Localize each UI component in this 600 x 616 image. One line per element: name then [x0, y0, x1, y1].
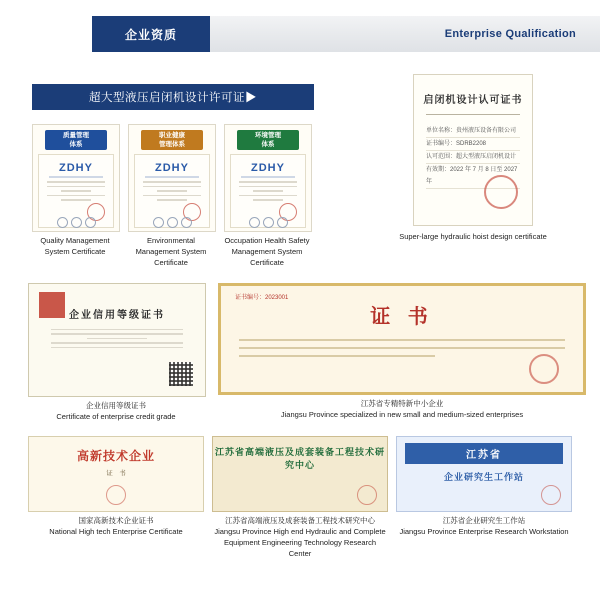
divider	[426, 114, 520, 115]
badge-icon	[167, 217, 178, 228]
caption-chinese: 江苏省专精特新中小企业	[360, 398, 444, 408]
text-line	[51, 342, 183, 344]
accreditation-badges	[225, 217, 311, 228]
high-tech-enterprise-certificate-image[interactable]	[28, 436, 204, 512]
text-line	[253, 190, 283, 192]
caption-english: Super-large hydraulic hoist design certificate	[399, 232, 547, 241]
text-line	[143, 181, 201, 183]
specialized-sme-certificate-image[interactable]	[218, 283, 586, 395]
specialized-sme-certificate-item[interactable]	[218, 283, 586, 423]
badge-icon	[181, 217, 192, 228]
caption-chinese: 江苏省高端液压及成套装备工程技术研究中心	[225, 516, 375, 526]
field-validity: 有效期：2022 年 7 月 8 日至 2027 年	[426, 164, 520, 189]
credit-certificate-caption	[28, 401, 204, 423]
caption-chinese: 江苏省企业研究生工作站	[442, 516, 526, 526]
certification-mark: ZDHY	[155, 162, 189, 174]
header-left-spacer	[0, 16, 92, 52]
certificate-subtitle: 证 书	[106, 470, 126, 478]
certificate-body	[43, 329, 191, 349]
badge-icon	[85, 217, 96, 228]
red-seal-icon	[484, 175, 518, 209]
occupational-health-certificate-image[interactable]	[224, 124, 312, 232]
content-area	[0, 52, 600, 560]
credit-certificate-title: 企业信用等级证书	[69, 309, 165, 321]
badge-icon	[277, 217, 288, 228]
caption-english: National High tech Enterprise Certificate	[49, 527, 183, 537]
badge-icon	[249, 217, 260, 228]
approval-certificate-title: 启闭机设计认可证书	[423, 95, 523, 106]
red-emblem-icon	[39, 292, 65, 318]
iso-certificate-item[interactable]	[32, 124, 118, 269]
certificate-badge	[45, 130, 107, 150]
badge-line-2: 体系	[69, 141, 83, 148]
certificate-title: 江苏省	[405, 443, 563, 464]
iso-section	[14, 66, 354, 269]
environmental-management-certificate-image[interactable]	[128, 124, 216, 232]
iso-certificate-item[interactable]	[224, 124, 310, 269]
approval-certificate-section	[354, 66, 586, 243]
top-section	[14, 66, 586, 269]
header-english-title: Enterprise Qualification	[444, 28, 576, 40]
divider	[241, 176, 295, 178]
field-unit-name: 单位名称：贵州液压设备有限公司	[426, 125, 520, 138]
text-line	[47, 186, 105, 188]
certificate-number: 证书编号：2023001	[235, 294, 289, 301]
badge-line-1: 职业健康	[159, 132, 185, 139]
quality-management-certificate-image[interactable]	[32, 124, 120, 232]
badge-icon	[71, 217, 82, 228]
red-seal-icon	[106, 485, 126, 505]
text-line	[239, 195, 297, 197]
caption-chinese: 国家高新技术企业证书	[78, 516, 154, 526]
engineering-center-certificate-caption	[212, 516, 388, 560]
caption-english: Certificate of enterprise credit grade	[56, 411, 176, 421]
bottom-section	[14, 436, 586, 560]
high-tech-certificate-caption	[28, 516, 204, 538]
text-line	[239, 186, 297, 188]
certificate-badge	[141, 130, 203, 150]
text-line	[51, 347, 183, 349]
field-certificate-number: 证书编号：SDRB2208	[426, 138, 520, 151]
divider	[49, 176, 103, 178]
iso-certificate-item[interactable]	[128, 124, 214, 269]
caption-english: Jiangsu Province Enterprise Research Workstation	[399, 527, 569, 537]
text-line	[239, 339, 565, 341]
badge-icon	[263, 217, 274, 228]
red-seal-icon	[529, 354, 559, 384]
text-line	[51, 333, 183, 335]
qr-code-icon	[169, 362, 193, 386]
page-header	[0, 16, 600, 52]
badge-line-2: 管理体系	[159, 141, 185, 148]
accreditation-badges	[129, 217, 215, 228]
field-scope: 认可范围：超大型液压启闭机设计	[426, 151, 520, 164]
caption-english: Quality Management System Certificate	[40, 236, 110, 256]
accreditation-badges	[33, 217, 119, 228]
header-right-area	[210, 16, 600, 52]
text-line	[47, 195, 105, 197]
tab-enterprise-qualification[interactable]: 企业资质	[92, 16, 210, 52]
text-line	[61, 190, 91, 192]
text-line	[47, 181, 105, 183]
red-seal-icon	[357, 485, 377, 505]
caption-english: Occupation Health Safety Management System Certificate	[224, 236, 310, 267]
text-line	[143, 195, 201, 197]
approval-certificate-caption	[398, 232, 548, 243]
text-line	[61, 199, 91, 201]
certificate-caption	[32, 236, 118, 258]
caption-english: Environmental Management System Certificate	[135, 236, 207, 267]
caption-english: Jiangsu Province High end Hydraulic and Complete Equipment Engineering Technology Research Center	[214, 527, 386, 558]
badge-icon	[153, 217, 164, 228]
iso-certificate-list	[14, 124, 354, 269]
text-line	[157, 190, 187, 192]
credit-grade-certificate-image[interactable]	[28, 283, 206, 397]
text-line	[143, 186, 201, 188]
middle-section	[14, 283, 586, 423]
badge-line-2: 体系	[261, 141, 275, 148]
graduate-workstation-certificate-caption	[396, 516, 572, 538]
certificate-body	[239, 339, 565, 357]
badge-line-1: 质量管理	[63, 132, 89, 139]
badge-icon	[57, 217, 68, 228]
certification-mark: ZDHY	[251, 162, 285, 174]
badge-line-1: 环境管理	[255, 132, 281, 139]
caption-english: Jiangsu Province specialized in new small and medium-sized enterprises	[280, 409, 524, 419]
engineering-technology-center-certificate-image[interactable]	[212, 436, 388, 512]
banner-hydraulic-hoist-license: 超大型液压启闭机设计许可证▶	[32, 84, 314, 110]
certificate-title: 江苏省高端液压及成套装备工程技术研究中心	[214, 447, 385, 471]
certificate-caption	[128, 236, 214, 269]
text-line	[239, 347, 565, 349]
text-line	[253, 199, 283, 201]
high-tech-certificate-item[interactable]	[28, 436, 204, 560]
red-seal-icon	[541, 485, 561, 505]
text-line	[51, 329, 183, 331]
text-line	[87, 338, 146, 340]
specialized-sme-certificate-caption	[218, 399, 586, 421]
text-line	[157, 199, 187, 201]
certificate-badge	[237, 130, 299, 150]
hoist-design-approval-certificate-image[interactable]	[413, 74, 533, 226]
caption-chinese: 企业信用等级证书	[86, 400, 146, 410]
certificate-subtitle: 企业研究生工作站	[443, 472, 524, 483]
divider	[145, 176, 199, 178]
engineering-center-certificate-item[interactable]	[212, 436, 388, 560]
certificate-title: 高新技术企业	[76, 449, 155, 464]
certificate-title: 证 书	[370, 305, 434, 328]
credit-certificate-item[interactable]	[28, 283, 204, 423]
graduate-workstation-certificate-item[interactable]	[396, 436, 572, 560]
text-line	[239, 181, 297, 183]
certification-mark: ZDHY	[59, 162, 93, 174]
certificate-caption	[224, 236, 310, 269]
text-line	[239, 355, 435, 357]
enterprise-graduate-workstation-certificate-image[interactable]	[396, 436, 572, 512]
